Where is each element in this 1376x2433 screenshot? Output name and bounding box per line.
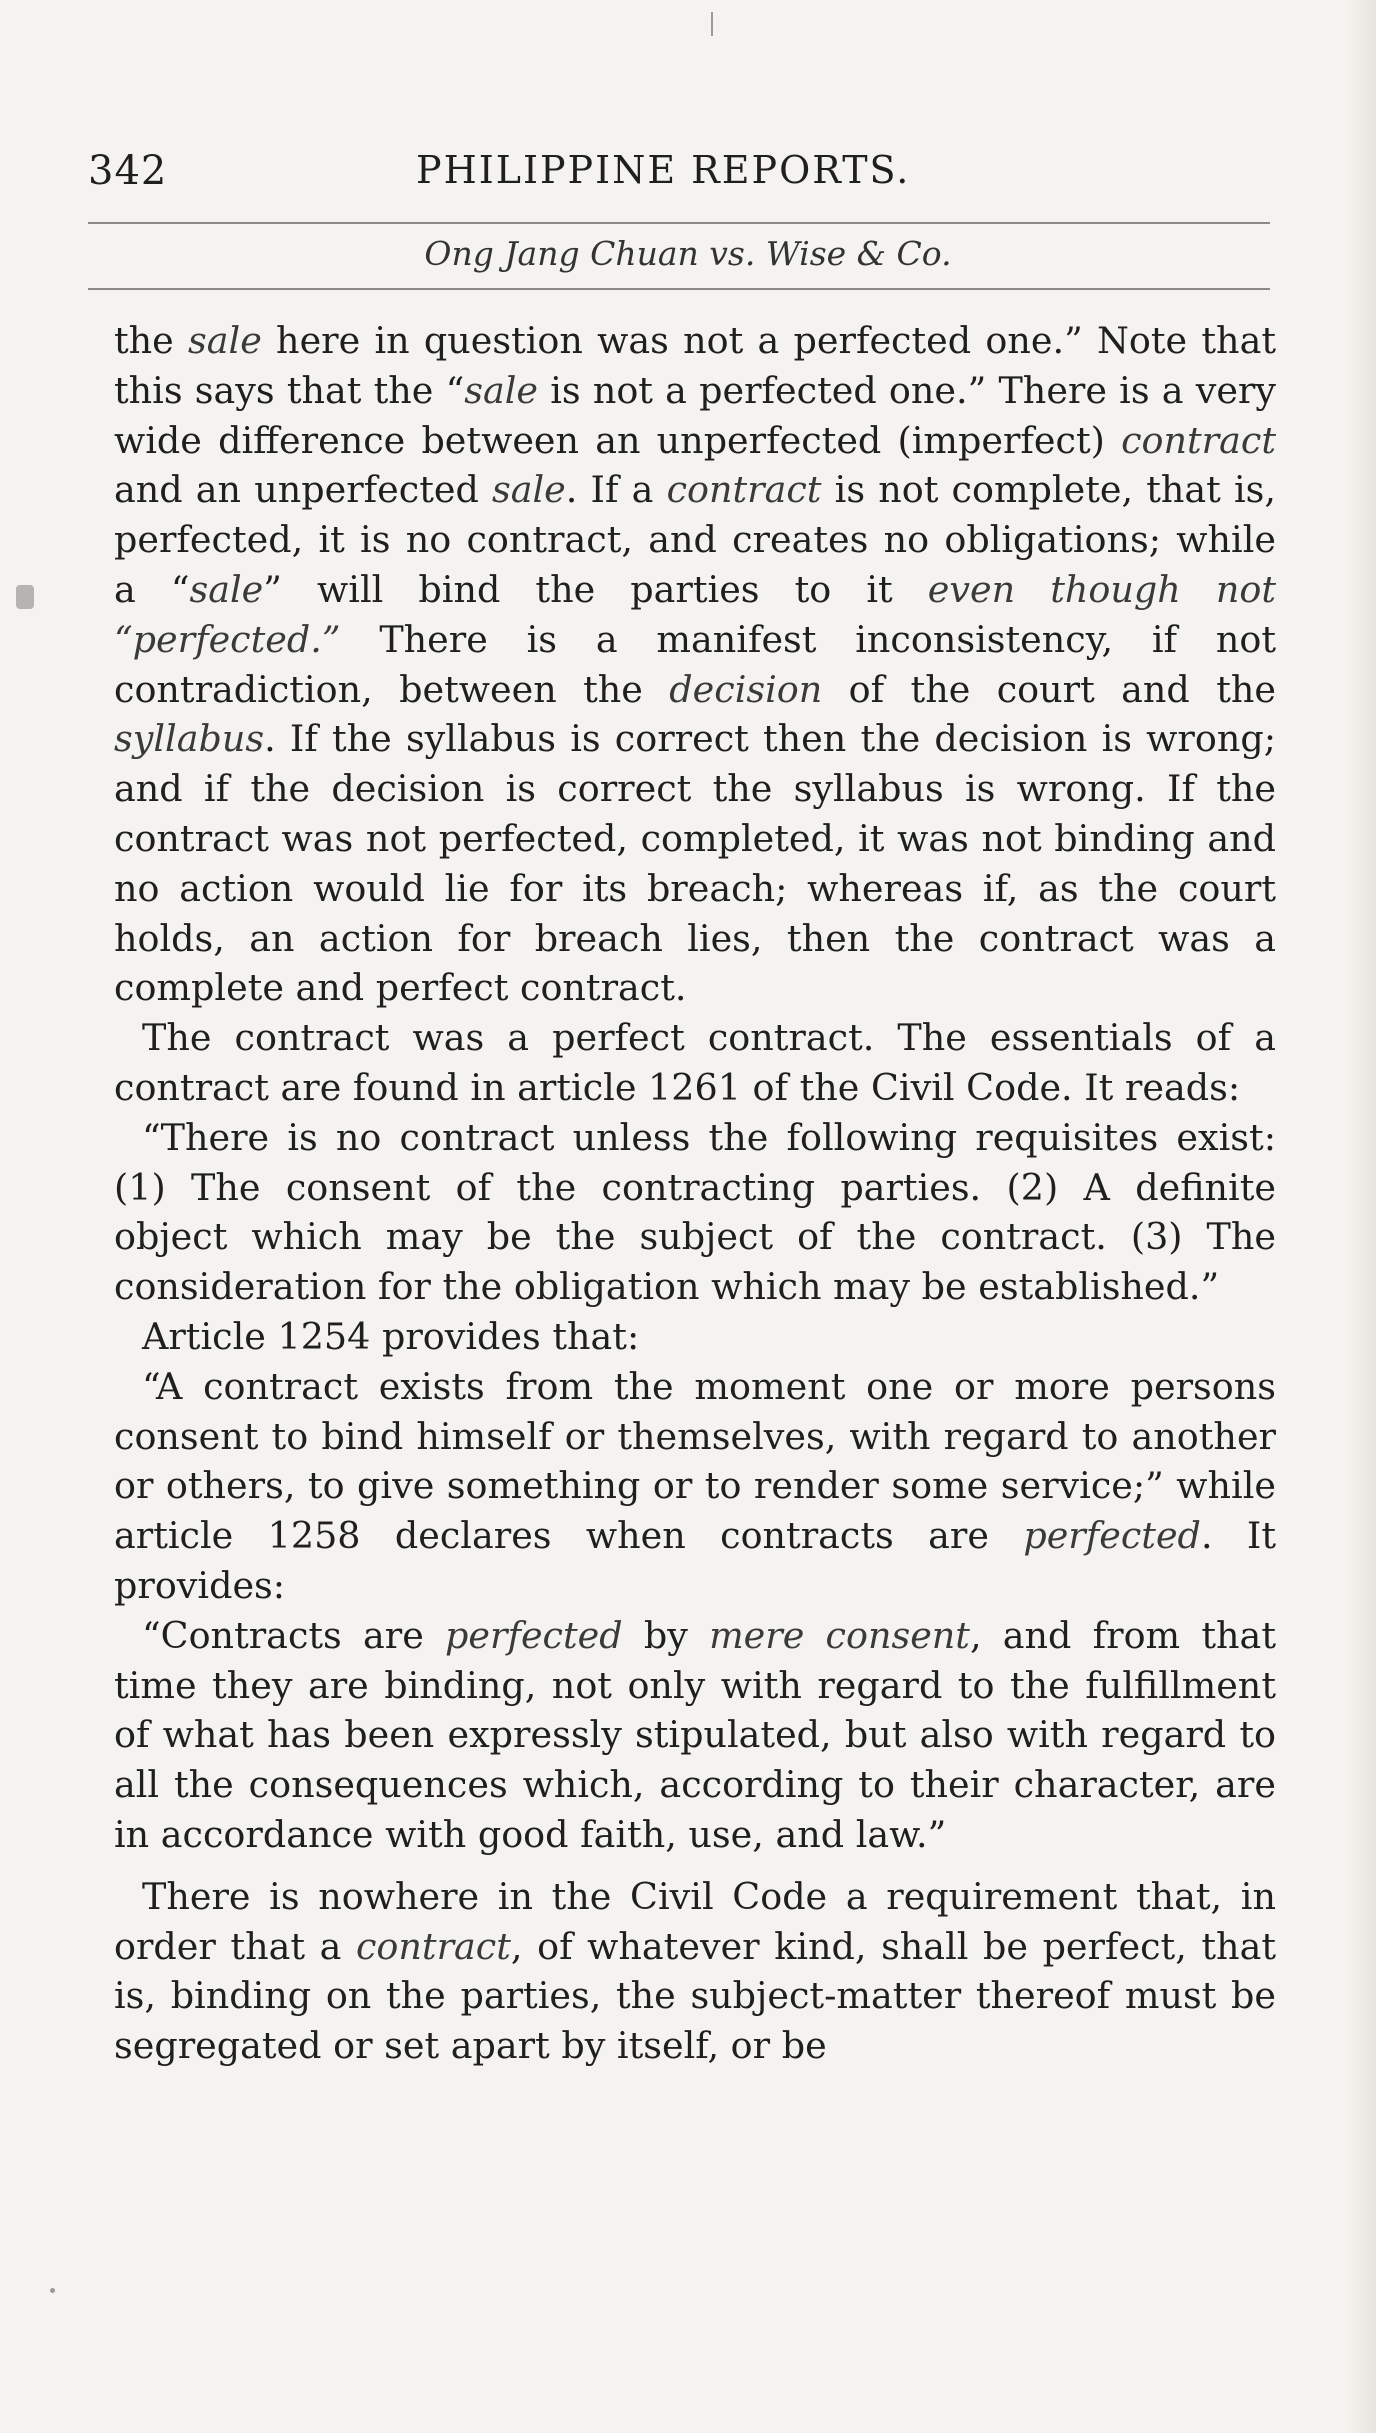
italic-text: perfected bbox=[445, 1613, 623, 1657]
italic-text: even though not “perfected.” bbox=[114, 567, 1276, 661]
page-edge-shadow bbox=[1348, 0, 1376, 2433]
paragraph bbox=[114, 316, 1276, 1013]
scan-mark-bottom bbox=[50, 2288, 55, 2293]
text-run: . If the syllabus is correct then the decision is wrong; and if the decision is correct the syllabus is wrong. If the contract was not perfected, completed, it was not binding and no action would lie for its breach; whereas if, as the court holds, an action for breach lies, then the contract was a complete and perfect contract. bbox=[114, 717, 1276, 1010]
text-run: , of whatever kind, shall be perfect, that is, binding on the parties, the subject-matter thereof must be segregated or set apart by itself, or be bbox=[114, 1924, 1276, 2068]
body-text bbox=[114, 316, 1276, 2071]
scan-mark-top bbox=[711, 12, 713, 36]
header-rule bbox=[88, 222, 1270, 224]
paragraph bbox=[114, 1312, 1276, 1362]
text-run: , and from that time they are binding, not only with regard to the fulfillment of what has been expressly stipulated, but also with regard to all the consequences which, according to their character, are in accordance with good faith, use, and law.” bbox=[114, 1613, 1276, 1856]
italic-text: contract bbox=[666, 468, 822, 512]
paragraph bbox=[114, 1013, 1276, 1113]
paragraph bbox=[114, 1362, 1276, 1611]
text-run: by bbox=[622, 1613, 710, 1657]
scan-mark-margin bbox=[16, 585, 34, 609]
italic-text: perfected bbox=[1023, 1514, 1201, 1558]
text-run: Article 1254 provides that: bbox=[142, 1314, 640, 1358]
text-run: . If a bbox=[565, 468, 667, 512]
text-run: is not complete, that is, perfected, it is no contract, and creates no obligations; while a “ bbox=[114, 468, 1276, 611]
italic-text: sale bbox=[464, 368, 539, 412]
text-run: “There is no contract unless the following requisites exist: (1) The consent of the contracting parties. (2) A definite object which may be the subject of the contract. (3) The consideration for the obligation which may be established.” bbox=[114, 1115, 1276, 1309]
italic-text: sale bbox=[492, 468, 566, 512]
paragraph bbox=[114, 1872, 1276, 2071]
case-title-rule bbox=[88, 288, 1270, 290]
text-run: of the court and the bbox=[822, 667, 1276, 711]
text-run: and an unperfected bbox=[114, 468, 492, 512]
text-run: The contract was a perfect contract. The essentials of a contract are found in article 1261 of the Civil Code. It reads: bbox=[114, 1016, 1276, 1109]
italic-text: decision bbox=[669, 667, 823, 711]
paragraph bbox=[114, 1113, 1276, 1312]
italic-text: sale bbox=[188, 319, 262, 362]
text-run: There is nowhere in the Civil Code a requirement that, in order that a bbox=[114, 1874, 1276, 1968]
page-number: 342 bbox=[88, 148, 168, 194]
text-run: the bbox=[114, 319, 189, 362]
text-run: ” will bind the parties to it bbox=[263, 567, 928, 611]
page-header bbox=[88, 148, 1273, 208]
italic-text: contract bbox=[355, 1924, 511, 1968]
running-head: PHILIPPINE REPORTS. bbox=[416, 148, 911, 192]
italic-text: sale bbox=[189, 567, 264, 611]
text-run: here in question was not a perfected one.” Note that this says that the “ bbox=[114, 319, 1276, 412]
italic-text: syllabus bbox=[114, 717, 265, 761]
text-run: There is a manifest inconsistency, if not contradiction, between the bbox=[114, 617, 1276, 711]
case-title: Ong Jang Chuan vs. Wise & Co. bbox=[424, 234, 952, 273]
italic-text: contract bbox=[1121, 418, 1276, 462]
text-run: “Contracts are bbox=[142, 1613, 446, 1657]
text-run: . It provides: bbox=[114, 1514, 1276, 1607]
text-run: is not a perfected one.” There is a very wide difference between an unperfected (imperfect) bbox=[114, 368, 1277, 462]
italic-text: mere consent bbox=[709, 1613, 970, 1657]
paragraph bbox=[114, 1611, 1276, 1860]
text-run: “A contract exists from the moment one or more persons consent to bind himself or themselves, with regard to another or others, to give something or to render some service;” while article 1258 declares when contracts are bbox=[114, 1364, 1276, 1558]
